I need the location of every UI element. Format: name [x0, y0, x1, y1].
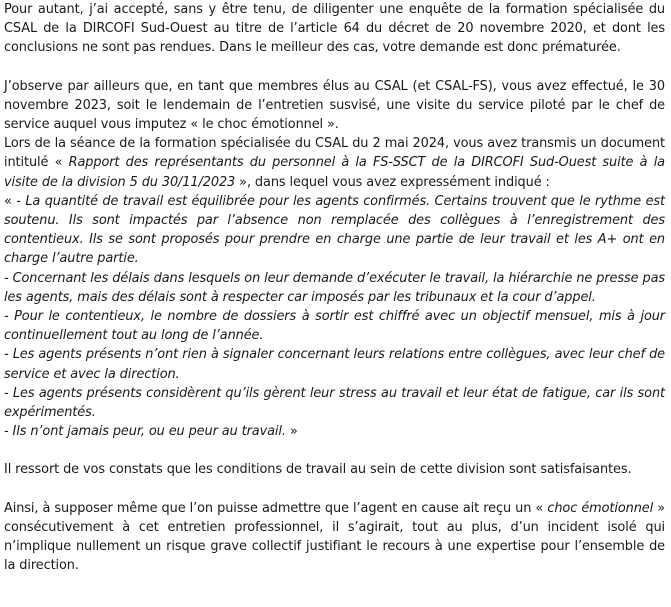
- quote-item: [4, 422, 665, 441]
- quote-open-mark: «: [4, 193, 17, 209]
- paragraph-rapport-intro: [4, 134, 665, 192]
- paragraph-spacer: [4, 58, 665, 77]
- quote-item-text: - Ils n’ont jamais peur, ou eu peur au travail.: [4, 424, 286, 440]
- paragraph-spacer: [4, 441, 665, 460]
- rapport-intro-text: Lors de la séance de la formation spécialisée du CSAL du 2 mai 2024, vous avez transmis un document intitulé «: [4, 136, 665, 171]
- letter-body: [4, 0, 665, 575]
- paragraph-conclusion: [4, 499, 665, 576]
- quote-close-mark: »: [285, 424, 298, 440]
- quote-item: - Pour le contentieux, le nombre de dossiers à sortir est chiffré avec un objectif mensuel, mis à jour continuellement tout au long de l’année.: [4, 309, 665, 344]
- quote-item-text: - La quantité de travail est équilibrée pour les agents confirmés. Certains trouvent que le rythme est soutenu. Ils sont impactés par l’absence non remplacée des collègues à l’enregistrement des contentieux. Ils se sont proposés pour prendre en charge une partie de leur travail et les A+ ont en charge l’autre partie.: [4, 193, 665, 267]
- paragraph-constats: Il ressort de vos constats que les conditions de travail au sein de cette division sont satisfaisantes.: [4, 462, 632, 478]
- paragraph-enquete: Pour autant, j’ai accepté, sans y être tenu, de diligenter une enquête de la formation spécialisée du CSAL de la DIRCOFI Sud-Ouest au titre de l’article 64 du décret de 20 novembre 2020, et dont les conclusions ne sont pas rendues. Dans le meilleur des cas, votre demande est donc prématurée.: [4, 2, 665, 56]
- rapport-title: Rapport des représentants du personnel à la FS-SSCT de la DIRCOFI Sud-Ouest suite à la visite de la division 5 du 30/11/2023: [4, 155, 665, 190]
- choc-emotionnel-term: choc émotionnel: [547, 500, 654, 516]
- quote-item: - Les agents présents considèrent qu’ils gèrent leur stress au travail et leur état de fatigue, car ils sont expérimentés.: [4, 385, 665, 421]
- rapport-intro-end: », dans lequel vous avez expressément indiqué :: [235, 174, 550, 190]
- rapport-quote: [4, 192, 665, 442]
- paragraph-spacer: [4, 480, 665, 499]
- quote-item: [4, 192, 665, 269]
- conclusion-text-end: » consécutivement à cet entretien professionnel, il s’agirait, tout au plus, d’un incident isolé qui n’implique nullement un risque grave collectif justifiant le recours à une expertise pour l’ensemble de la direction.: [4, 500, 665, 574]
- quote-item: - Concernant les délais dans lesquels on leur demande d’exécuter le travail, la hiérarchie ne presse pas les agents, mais des délais sont à respecter car imposés par les tribunaux et la cour d’appel.: [4, 270, 665, 305]
- conclusion-text-start: Ainsi, à supposer même que l’on puisse admettre que l’agent en cause ait reçu un «: [4, 500, 548, 516]
- paragraph-visite-service: J’observe par ailleurs que, en tant que membres élus au CSAL (et CSAL-FS), vous avez effectué, le 30 novembre 2023, soit le lendemain de l’entretien susvisé, une visite du service piloté par le chef de service auquel vous imputez « le choc émotionnel ».: [4, 78, 665, 133]
- quote-item: - Les agents présents n’ont rien à signaler concernant leurs relations entre collègues, avec leur chef de service et avec la direction.: [4, 347, 665, 382]
